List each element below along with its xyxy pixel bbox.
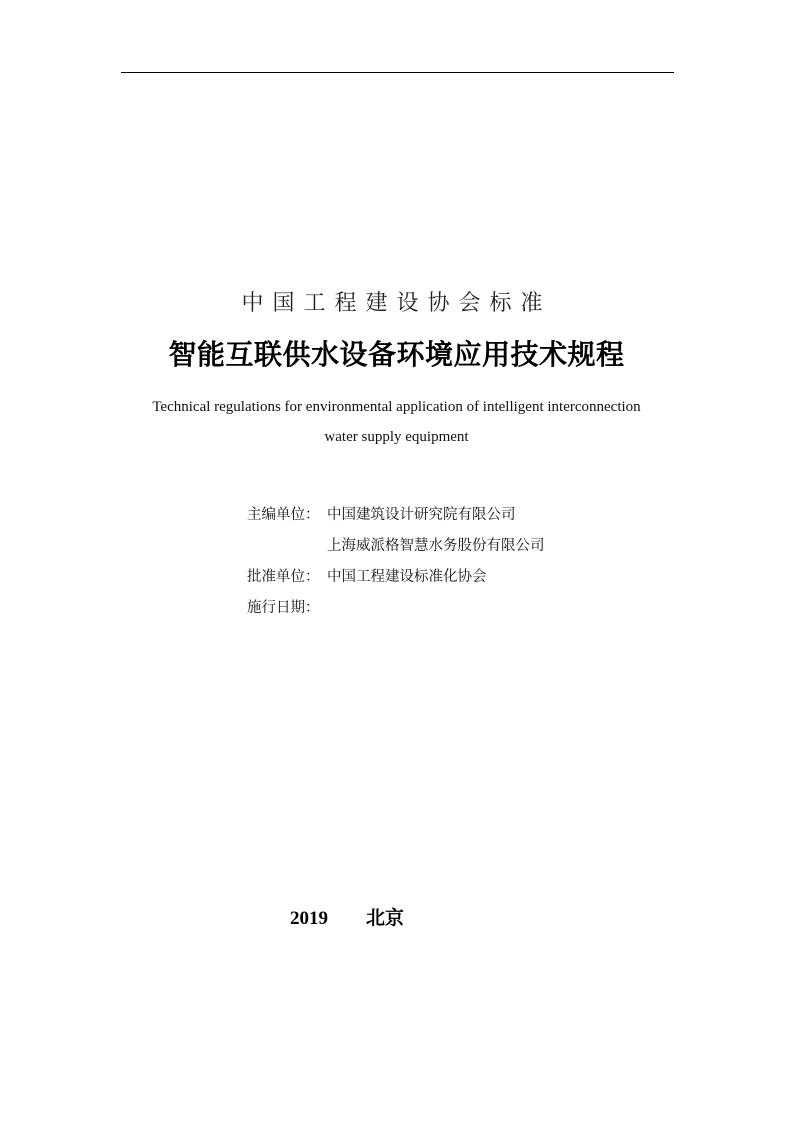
document-title: 智能互联供水设备环境应用技术规程 (168, 338, 625, 371)
english-title-line-2: water supply equipment (324, 429, 469, 445)
approver-unit: 中国工程建设标准化协会 (327, 569, 487, 585)
header-rule (121, 72, 674, 73)
editor-row (247, 500, 545, 531)
approver-label: 批准单位： (247, 569, 320, 585)
document-info (247, 500, 545, 624)
effective-date-label: 施行日期： (247, 600, 320, 616)
publication-year: 2019 (290, 908, 328, 929)
approver-row (247, 562, 545, 593)
publication-footer (290, 903, 404, 934)
effective-date-row (247, 593, 545, 624)
english-title (120, 392, 673, 452)
editor-label: 主编单位： (247, 507, 320, 523)
organization-title: 中国工程建设协会标准 (241, 291, 552, 316)
english-title-line-1: Technical regulations for environmental application of intelligent interconnection (152, 399, 641, 415)
editor-row-2 (247, 531, 545, 562)
publication-city: 北京 (366, 907, 405, 929)
editor-unit-2: 上海威派格智慧水务股份有限公司 (327, 538, 545, 554)
editor-label-spacer (247, 531, 327, 562)
editor-unit-1: 中国建筑设计研究院有限公司 (327, 507, 516, 523)
